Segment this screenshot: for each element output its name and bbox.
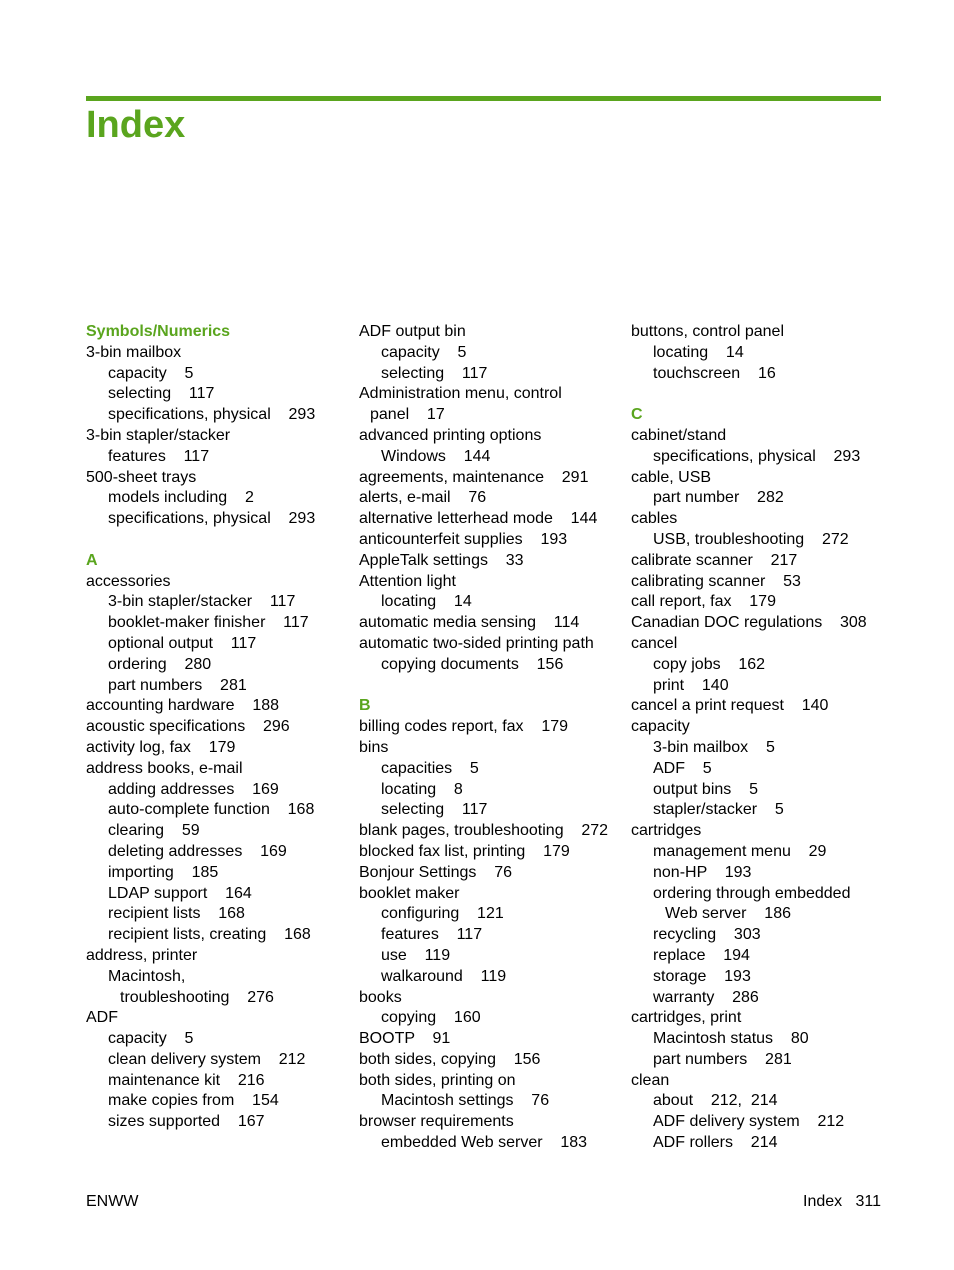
index-subentry: features 117 xyxy=(381,926,483,944)
index-entry: blank pages, troubleshooting 272 xyxy=(359,822,609,840)
index-entry: AppleTalk settings 33 xyxy=(359,551,524,569)
index-entry: cancel a print request 140 xyxy=(631,697,829,715)
index-subentry: features 117 xyxy=(108,447,210,465)
index-subentry: copying documents 156 xyxy=(381,655,564,673)
index-subentry: configuring 121 xyxy=(381,905,504,923)
index-entry: calibrate scanner 217 xyxy=(631,551,798,569)
index-subentry: ordering through embedded xyxy=(653,884,851,902)
index-subentry: copying 160 xyxy=(381,1009,481,1027)
index-subentry: ADF 5 xyxy=(653,759,712,777)
index-entry: 500-sheet trays xyxy=(86,468,197,486)
index-entry: capacity xyxy=(631,718,690,736)
index-subentry: USB, troubleshooting 272 xyxy=(653,530,849,548)
index-subentry: specifications, physical 293 xyxy=(653,447,861,465)
index-subentry: Web server 186 xyxy=(665,905,791,923)
index-entry: Attention light xyxy=(359,572,456,590)
index-subentry: ADF rollers 214 xyxy=(653,1134,778,1152)
index-entry: accessories xyxy=(86,572,171,590)
section-spacer xyxy=(86,530,315,551)
index-subentry: part number 282 xyxy=(653,489,784,507)
index-subentry: selecting 117 xyxy=(381,364,488,382)
index-subentry: part numbers 281 xyxy=(108,676,247,694)
section-heading: A xyxy=(86,551,98,569)
section-heading: Symbols/Numerics xyxy=(86,323,231,340)
section-heading: C xyxy=(631,406,643,424)
index-entry: acoustic specifications 296 xyxy=(86,718,290,736)
index-subentry: troubleshooting 276 xyxy=(120,988,274,1006)
index-subentry: models including 2 xyxy=(108,489,254,507)
index-subentry: selecting 117 xyxy=(108,385,215,403)
index-entry: automatic media sensing 114 xyxy=(359,614,580,632)
index-entry: address, printer xyxy=(86,946,198,964)
section-heading: B xyxy=(359,697,371,715)
index-subentry: capacity 5 xyxy=(108,364,194,382)
index-entry: books xyxy=(359,988,402,1006)
index-entry: BOOTP 91 xyxy=(359,1030,451,1048)
index-subentry: make copies from 154 xyxy=(108,1092,279,1110)
index-subentry: copy jobs 162 xyxy=(653,655,766,673)
index-subentry: 3-bin mailbox 5 xyxy=(653,738,775,756)
index-subentry: locating 8 xyxy=(381,780,463,798)
index-subentry: selecting 117 xyxy=(381,801,488,819)
index-subentry: adding addresses 169 xyxy=(108,780,279,798)
index-entry: clean xyxy=(631,1071,670,1089)
header-rule xyxy=(86,96,881,101)
index-column-1 xyxy=(86,322,315,1133)
index-entry: both sides, printing on xyxy=(359,1071,516,1089)
index-subentry: warranty 286 xyxy=(653,988,759,1006)
index-entry: cartridges, print xyxy=(631,1009,742,1027)
index-subentry: recipient lists, creating 168 xyxy=(108,926,311,944)
index-entry: buttons, control panel xyxy=(631,323,784,340)
index-subentry: part numbers 281 xyxy=(653,1050,792,1068)
index-subentry: capacity 5 xyxy=(108,1030,194,1048)
index-entry: activity log, fax 179 xyxy=(86,738,236,756)
index-subentry: booklet-maker finisher 117 xyxy=(108,614,309,632)
index-entry: cable, USB xyxy=(631,468,712,486)
index-entry: bins xyxy=(359,738,389,756)
index-subentry: auto-complete function 168 xyxy=(108,801,315,819)
index-entry: cables xyxy=(631,510,678,528)
index-subentry: recipient lists 168 xyxy=(108,905,245,923)
index-subentry: management menu 29 xyxy=(653,842,827,860)
index-entry: blocked fax list, printing 179 xyxy=(359,842,570,860)
footer-left: ENWW xyxy=(86,1193,139,1210)
index-subentry: Windows 144 xyxy=(381,447,491,465)
index-entry: address books, e-mail xyxy=(86,759,243,777)
index-entry: booklet maker xyxy=(359,884,460,902)
index-subentry: non-HP 193 xyxy=(653,863,752,881)
index-subentry: locating 14 xyxy=(381,593,472,611)
index-subentry: locating 14 xyxy=(653,343,744,361)
index-subentry: stapler/stacker 5 xyxy=(653,801,784,819)
index-subentry: embedded Web server 183 xyxy=(381,1134,588,1152)
index-subentry: recycling 303 xyxy=(653,926,761,944)
index-subentry: ordering 280 xyxy=(108,655,212,673)
index-subentry: specifications, physical 293 xyxy=(108,406,316,424)
index-entry: accounting hardware 188 xyxy=(86,697,280,715)
index-entry: billing codes report, fax 179 xyxy=(359,718,569,736)
index-entry: automatic two-sided printing path xyxy=(359,634,594,652)
footer-right: Index 311 xyxy=(803,1193,881,1210)
index-subentry: about 212, 214 xyxy=(653,1092,778,1110)
index-entry: 3-bin stapler/stacker xyxy=(86,426,231,444)
index-subentry: LDAP support 164 xyxy=(108,884,252,902)
index-subentry: output bins 5 xyxy=(653,780,758,798)
index-subentry: importing 185 xyxy=(108,863,219,881)
index-entry: Canadian DOC regulations 308 xyxy=(631,614,867,632)
index-entry: 3-bin mailbox xyxy=(86,343,182,361)
index-entry: cancel xyxy=(631,634,678,652)
index-subentry: use 119 xyxy=(381,946,451,964)
index-subentry: ADF delivery system 212 xyxy=(653,1113,845,1131)
index-subentry: sizes supported 167 xyxy=(108,1113,265,1131)
index-subentry: clean delivery system 212 xyxy=(108,1050,306,1068)
section-spacer xyxy=(359,676,608,697)
index-subentry: Macintosh status 80 xyxy=(653,1030,809,1048)
index-entry: Bonjour Settings 76 xyxy=(359,863,512,881)
index-subentry: optional output 117 xyxy=(108,634,257,652)
index-entry: Administration menu, control xyxy=(359,385,562,403)
index-subentry: deleting addresses 169 xyxy=(108,842,287,860)
index-column-2 xyxy=(359,322,608,1154)
index-entry: advanced printing options xyxy=(359,426,542,444)
index-subentry: specifications, physical 293 xyxy=(108,510,316,528)
index-entry: browser requirements xyxy=(359,1113,514,1131)
index-entry: call report, fax 179 xyxy=(631,593,776,611)
index-entry: anticounterfeit supplies 193 xyxy=(359,530,568,548)
index-entry: calibrating scanner 53 xyxy=(631,572,801,590)
index-entry: cartridges xyxy=(631,822,702,840)
index-entry: agreements, maintenance 291 xyxy=(359,468,589,486)
index-entry: ADF output bin xyxy=(359,323,466,340)
index-column-3 xyxy=(631,322,867,1154)
index-entry: alternative letterhead mode 144 xyxy=(359,510,598,528)
index-entry: ADF xyxy=(86,1009,118,1027)
index-subentry: maintenance kit 216 xyxy=(108,1071,265,1089)
index-subentry: capacities 5 xyxy=(381,759,479,777)
index-entry: cabinet/stand xyxy=(631,426,727,444)
section-spacer xyxy=(631,384,867,405)
index-subentry: walkaround 119 xyxy=(381,967,507,985)
index-subentry: Macintosh settings 76 xyxy=(381,1092,550,1110)
index-subentry: capacity 5 xyxy=(381,343,467,361)
index-entry: both sides, copying 156 xyxy=(359,1050,541,1068)
index-subentry: panel 17 xyxy=(370,406,445,424)
page-title: Index xyxy=(86,104,186,146)
index-subentry: storage 193 xyxy=(653,967,751,985)
index-subentry: touchscreen 16 xyxy=(653,364,776,382)
index-subentry: print 140 xyxy=(653,676,729,694)
index-subentry: clearing 59 xyxy=(108,822,200,840)
index-entry: alerts, e-mail 76 xyxy=(359,489,487,507)
index-subentry: 3-bin stapler/stacker 117 xyxy=(108,593,296,611)
index-subentry: Macintosh, xyxy=(108,967,186,985)
index-subentry: replace 194 xyxy=(653,946,750,964)
